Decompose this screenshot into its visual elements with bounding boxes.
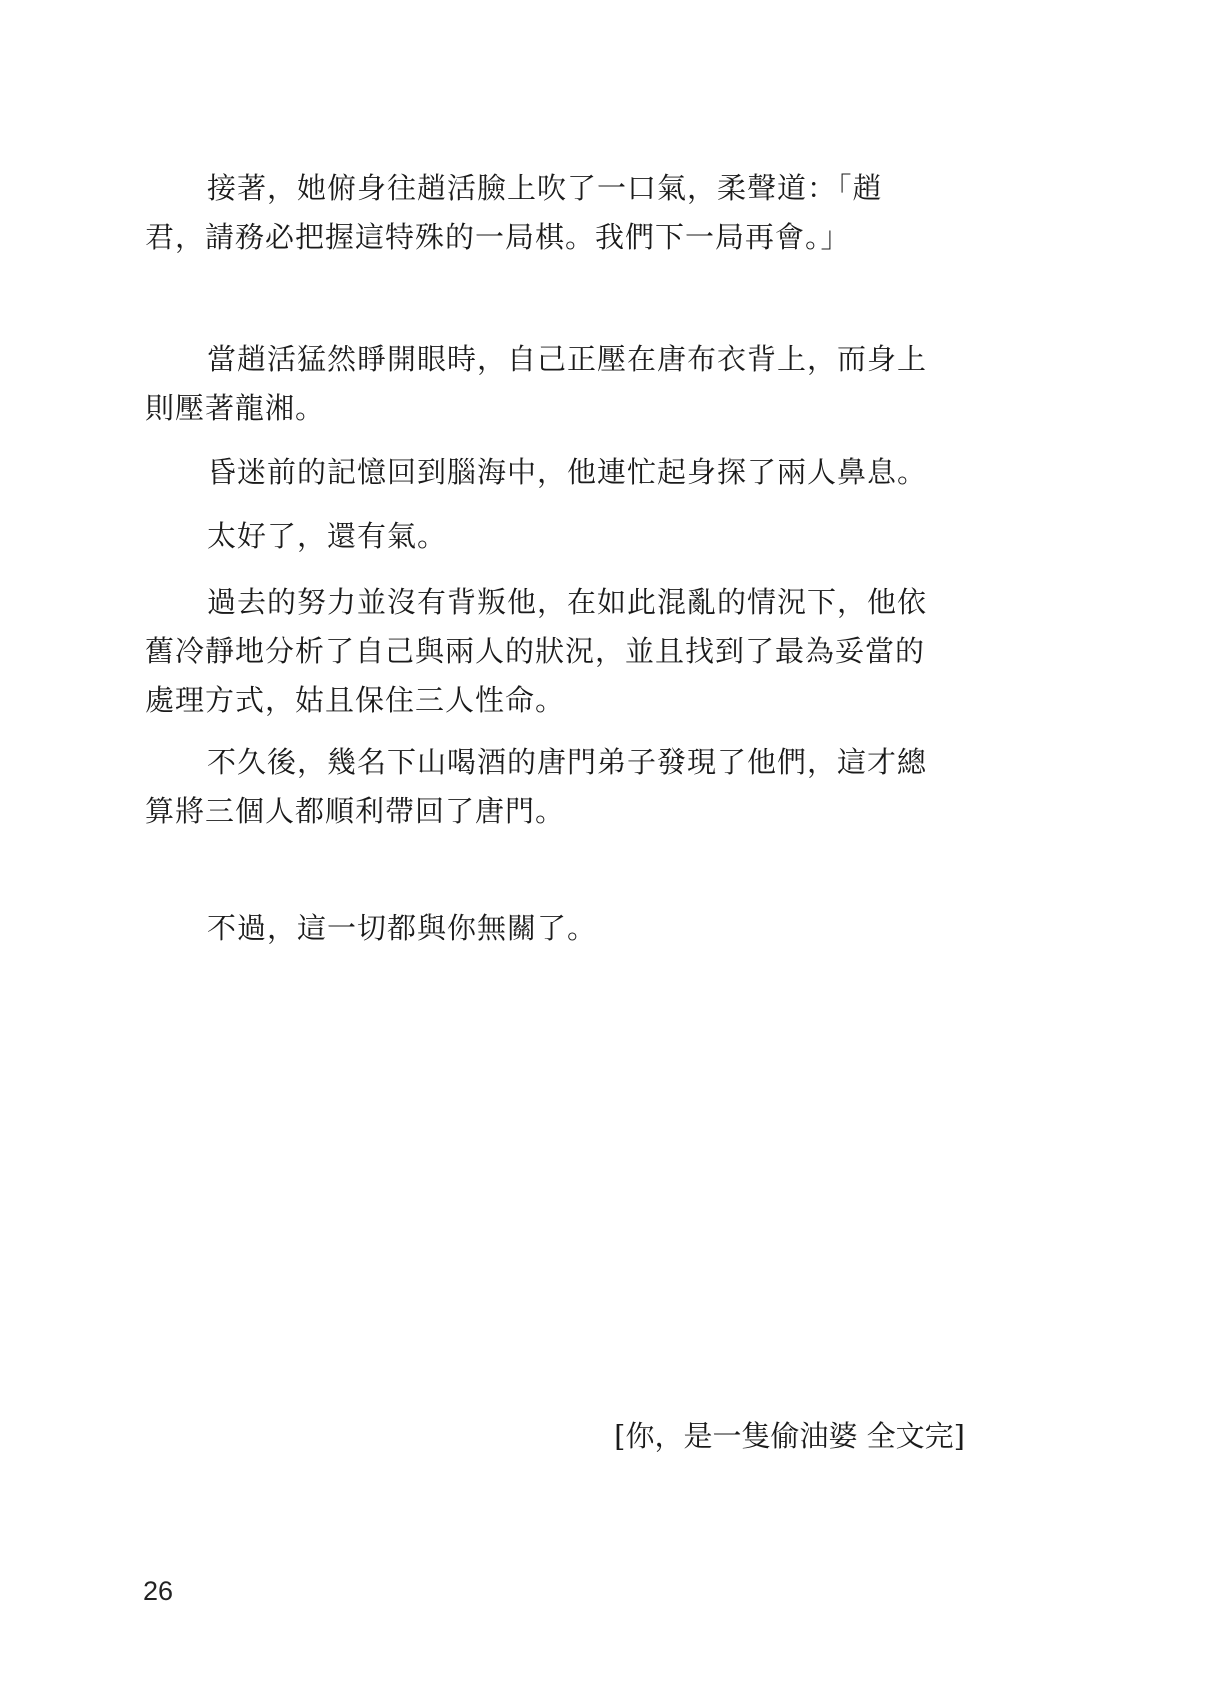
paragraph-1 [145,164,975,262]
paragraph-2 [145,335,975,433]
paragraph-1-line-1: 接著，她俯身往趙活臉上吹了一口氣，柔聲道：「趙 [207,171,883,205]
paragraph-5-line-3: 處理方式，姑且保住三人性命。 [145,683,566,717]
paragraph-6-line-1: 不久後，幾名下山喝酒的唐門弟子發現了他們，這才總 [207,745,928,779]
paragraph-3-line-1: 昏迷前的記憶回到腦海中，他連忙起身探了兩人鼻息。 [207,455,928,489]
paragraph-2-line-1: 當趙活猛然睜開眼時，自己正壓在唐布衣背上，而身上 [207,342,928,376]
paragraph-3 [145,448,975,497]
paragraph-2-line-2: 則壓著龍湘。 [145,391,326,425]
paragraph-5 [145,578,975,725]
page-number: 26 [143,1576,174,1606]
paragraph-7-line-1: 不過，這一切都與你無關了。 [207,911,598,945]
paragraph-7 [145,904,975,953]
paragraph-5-line-1: 過去的努力並沒有背叛他，在如此混亂的情況下，他依 [207,585,928,619]
paragraph-6-line-2: 算將三個人都順利帶回了唐門。 [145,794,566,828]
closing-note: [你，是一隻偷油婆 全文完] [614,1419,965,1453]
paragraph-4-line-1: 太好了，還有氣。 [207,519,448,553]
paragraph-4 [145,512,975,561]
paragraph-5-line-2: 舊冷靜地分析了自己與兩人的狀況，並且找到了最為妥當的 [145,634,926,668]
paragraph-6 [145,738,975,836]
paragraph-1-line-2: 君，請務必把握這特殊的一局棋。我們下一局再會。」 [145,220,851,254]
